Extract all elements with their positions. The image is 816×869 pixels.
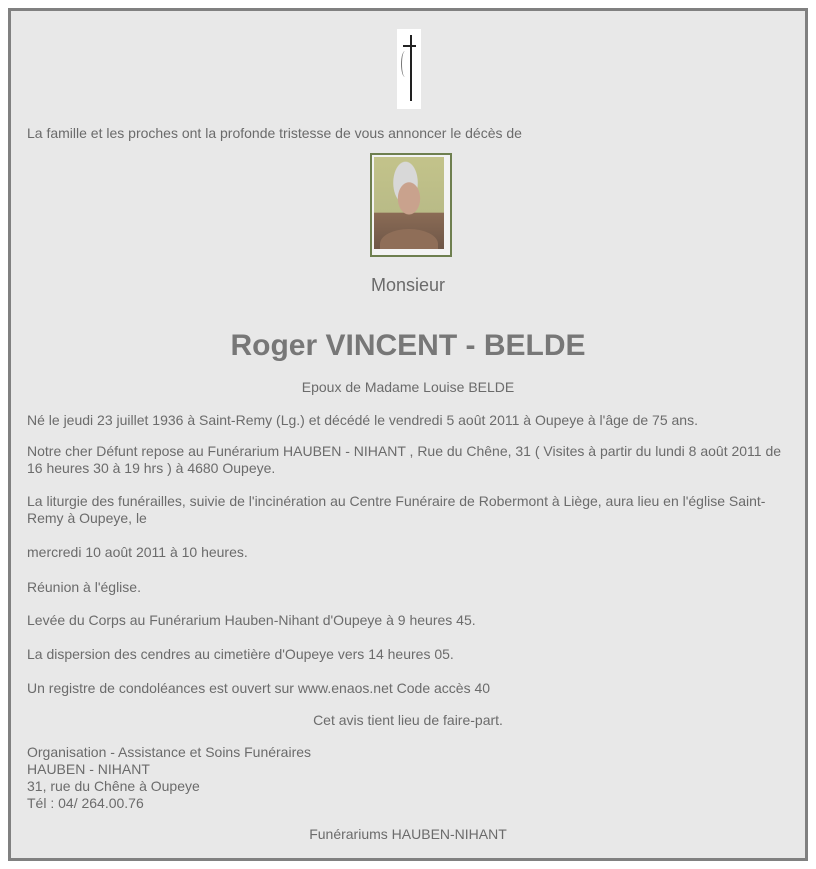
portrait-photo-frame: [370, 153, 452, 257]
condolence-register-text: Un registre de condoléances est ouvert sur www.enaos.net Code accès 40: [27, 680, 491, 696]
organisation-phone: Tél : 04/ 264.00.76: [27, 795, 144, 811]
obituary-card: [8, 8, 808, 861]
organisation-line-2: HAUBEN - NIHANT: [27, 761, 150, 777]
deceased-name: Roger VINCENT - BELDE: [230, 329, 586, 362]
organisation-line-1: Organisation - Assistance et Soins Funéraires: [27, 744, 312, 760]
organisation-line-3: 31, rue du Chêne à Oupeye: [27, 778, 200, 794]
portrait-photo: [374, 157, 444, 249]
liturgy-text: La liturgie des funérailles, suivie de l'incinération au Centre Funéraire de Robermont à Liège, aura lieu en l'église Saint-Remy à Oupeye, le: [27, 493, 766, 526]
levee-text: Levée du Corps au Funérarium Hauben-Nihant d'Oupeye à 9 heures 45.: [27, 612, 476, 628]
notice-text: Cet avis tient lieu de faire-part.: [313, 712, 503, 728]
repose-text: Notre cher Défunt repose au Funérarium HAUBEN - NIHANT , Rue du Chêne, 31 ( Visites à partir du lundi 8 août 2011 de 16 heures 30 à 19 hrs ) à 4680 Oupeye.: [27, 443, 782, 476]
deceased-title: Monsieur: [370, 275, 446, 295]
spouse-text: Epoux de Madame Louise BELDE: [301, 379, 515, 395]
cross-icon: [397, 29, 421, 109]
cross-horizontal-line: [403, 45, 416, 47]
birth-death-text: Né le jeudi 23 juillet 1936 à Saint-Remy (Lg.) et décédé le vendredi 5 août 2011 à Oupeye à l'âge de 75 ans.: [27, 412, 698, 428]
intro-text: La famille et les proches ont la profonde tristesse de vous annoncer le décès de: [27, 125, 522, 141]
branch-icon: [401, 51, 409, 77]
portrait-shoulders: [380, 229, 438, 249]
footer-text: Funérariums HAUBEN-NIHANT: [309, 826, 507, 842]
meeting-text: Réunion à l'église.: [27, 579, 141, 595]
obituary-content: [11, 11, 805, 858]
ceremony-date-text: mercredi 10 août 2011 à 10 heures.: [27, 544, 248, 560]
dispersion-text: La dispersion des cendres au cimetière d'Oupeye vers 14 heures 05.: [27, 646, 454, 662]
